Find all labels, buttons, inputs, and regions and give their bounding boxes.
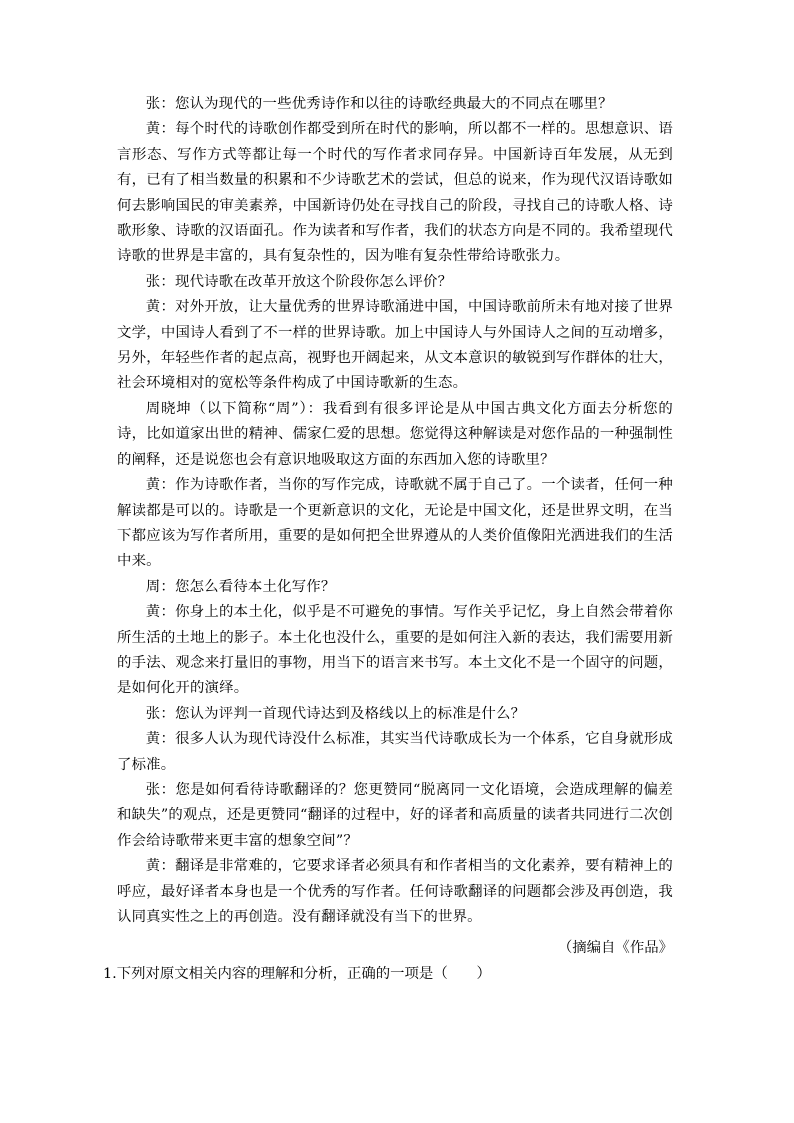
- paragraph-zhang-question-4: 张：您是如何看待诗歌翻译的？您更赞同“脱离同一文化语境，会造成理解的偏差和缺失”的观点，还是更赞同“翻译的过程中，好的译者和高质量的读者共同进行二次创作会给诗歌带来更丰富的想象空间”？: [117, 781, 673, 849]
- paragraph-zhang-question-1: 张：您认为现代的一些优秀诗作和以往的诗歌经典最大的不同点在哪里？: [145, 96, 613, 112]
- paragraph-huang-answer-4: 黄：你身上的本土化，似乎是不可避免的事情。写作关乎记忆，身上自然会带着你所生活的土地上的影子。本土化也没什么，重要的是如何注入新的表达，我们需要用新的手法、观念来打量旧的事物，用当下的语言来书写。本土文化不是一个固守的问题，是如何化开的演绎。: [117, 604, 673, 697]
- paragraph-zhang-question-3: 张：您认为评判一首现代诗达到及格线以上的标准是什么？: [145, 705, 526, 722]
- paragraph-huang-answer-6: 黄：翻译是非常难的，它要求译者必须具有和作者相当的文化素养，要有精神上的呼应，最好译者本身也是一个优秀的写作者。任何诗歌翻译的问题都会涉及再创造，我认同真实性之上的再创造。没有翻译就没有当下的世界。: [117, 858, 673, 925]
- source-citation: （摘编自《作品》: [557, 940, 673, 957]
- paragraph-huang-answer-2: 黄：对外开放，让大量优秀的世界诗歌涌进中国，中国诗歌前所未有地对接了世界文学，中国诗人看到了不一样的世界诗歌。加上中国诗人与外国诗人之间的互动增多，另外，年轻些作者的起点高，视野也开阔起来，从文本意识的敏锐到写作群体的壮大，社会环境相对的宽松等条件构成了中国诗歌新的生态。: [117, 299, 673, 392]
- exam-question-1: 1.下列对原文相关内容的理解和分析，正确的一项是（ ）: [103, 965, 491, 982]
- paragraph-huang-answer-3: 黄：作为诗歌作者，当你的写作完成，诗歌就不属于自己了。一个读者，任何一种解读都是可以的。诗歌是一个更新意识的文化，无论是中国文化，还是世界文明，在当下都应该为写作者所用，重要的是如何把全世界遵从的人类价值像阳光洒进我们的生活中来。: [117, 477, 673, 570]
- paragraph-huang-answer-1: 黄：每个时代的诗歌创作都受到所在时代的影响，所以都不一样的。思想意识、语言形态、写作方式等都让每一个时代的写作者求同存异。中国新诗百年发展，从无到有，已有了相当数量的积累和不少诗歌艺术的尝试，但总的说来，作为现代汉语诗歌如何去影响国民的审美素养，中国新诗仍处在寻找自己的阶段，寻找自己的诗歌人格、诗歌形象、诗歌的汉语面孔。作为读者和写作者，我们的状态方向是不同的。我希望现代诗歌的世界是丰富的，具有复杂性的，因为唯有复杂性带给诗歌张力。: [117, 121, 673, 265]
- paragraph-huang-answer-5: 黄：很多人认为现代诗没什么标准，其实当代诗歌成长为一个体系，它自身就形成了标准。: [117, 731, 673, 773]
- paragraph-zhou-question-2: 周：您怎么看待本土化写作？: [145, 578, 336, 595]
- paragraph-zhou-question-1: 周晓坤（以下简称“周”）：我看到有很多评论是从中国古典文化方面去分析您的诗，比如道家出世的精神、儒家仁爱的思想。您觉得这种解读是对您作品的一种强制性的阐释，还是说您也会有意识地吸取这方面的东西加入您的诗歌里？: [117, 400, 673, 468]
- document-page: [103, 92, 673, 987]
- paragraph-zhang-question-2: 张：现代诗歌在改革开放这个阶段你怎么评价？: [145, 273, 453, 290]
